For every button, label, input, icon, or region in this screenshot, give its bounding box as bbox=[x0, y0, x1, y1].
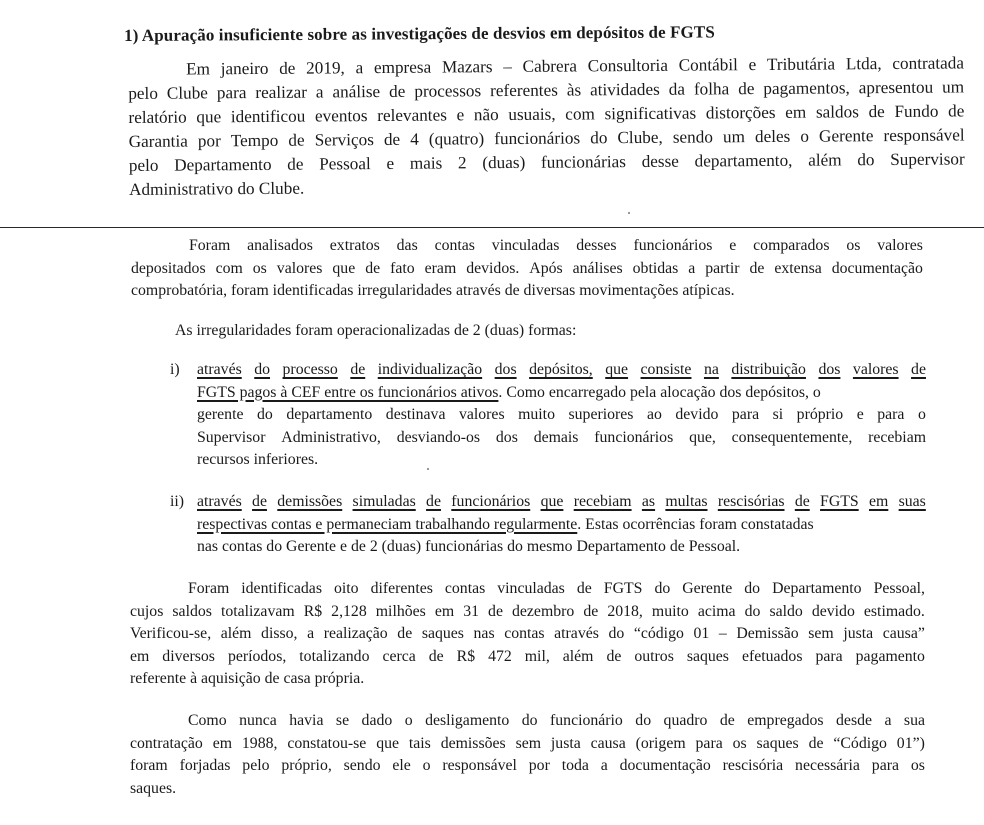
text-line: pelo Departamento de Pessoal e mais 2 (duas) funcionárias desse departamento, além do Supervisor bbox=[128, 149, 965, 175]
underlined-line: através do processo de individualização dos depósitos, que consiste na distribuição dos valores de bbox=[197, 361, 926, 378]
text-line: cujos saldos totalizavam R$ 2,128 milhões em 31 de dezembro de 2018, muito acima do saldo devido estimado. bbox=[130, 602, 925, 620]
text-line: nas contas do Gerente e de 2 (duas) funcionárias do mesmo Departamento de Pessoal. bbox=[197, 538, 741, 556]
list-marker: ii) bbox=[170, 493, 185, 510]
text-line: contratação em 1988, constatou-se que tais demissões sem justa causa (origem para os saques de “Código 01”) bbox=[130, 734, 925, 752]
text-line: depositados com os valores que de fato eram devidos. Após análises obtidas a partir de extensa documentação bbox=[131, 259, 923, 277]
text-line: relatório que identificou eventos relevantes e não usuais, com significativas distorções em saldos de Fundo de bbox=[128, 101, 965, 127]
text-line: referente à aquisição de casa própria. bbox=[130, 670, 365, 688]
list-item bbox=[170, 359, 926, 472]
text-line: saques. bbox=[130, 779, 177, 797]
text-line: em diversos períodos, totalizando cerca de R$ 472 mil, além de outros saques efetuados para pagamento bbox=[130, 647, 925, 665]
scan-speck bbox=[427, 468, 429, 470]
list-marker: i) bbox=[170, 361, 180, 378]
conclusion-paragraph bbox=[130, 710, 925, 800]
underlined-phrase: FGTS pagos à CEF entre os funcionários ativos bbox=[197, 383, 499, 401]
text-line: comprobatória, foram identificadas irregularidades através de diversas movimentações atípicas. bbox=[131, 282, 735, 300]
page-divider bbox=[0, 227, 984, 228]
text-line bbox=[197, 514, 926, 537]
text-line: Supervisor Administrativo, desviando-os dos demais funcionários que, consequentemente, recebiam bbox=[197, 428, 926, 446]
text-fragment: . Como encarregado pela alocação dos depósitos, o bbox=[498, 383, 821, 401]
text-line: gerente do departamento destinava valores muito superiores ao devido para si próprio e para o bbox=[197, 406, 926, 424]
text-line: Como nunca havia se dado o desligamento do funcionário do quadro de empregados desde a sua bbox=[188, 712, 925, 729]
text-line: recursos inferiores. bbox=[197, 451, 319, 469]
accounts-paragraph bbox=[130, 578, 925, 691]
text-line: As irregularidades foram operacionalizadas de 2 (duas) formas: bbox=[175, 322, 577, 339]
irregularities-intro bbox=[175, 320, 965, 343]
text-fragment: . Estas ocorrências foram constatadas bbox=[577, 515, 814, 533]
text-line: Foram analisados extratos das contas vinculadas desses funcionários e comparados os valores bbox=[189, 237, 923, 254]
list-item bbox=[170, 491, 926, 559]
text-line: Foram identificadas oito diferentes contas vinculadas de FGTS do Gerente do Departamento Pessoal, bbox=[188, 580, 925, 597]
intro-paragraph bbox=[128, 51, 965, 202]
text-line bbox=[197, 382, 926, 405]
text-line: Garantia por Tempo de Serviços de 4 (quatro) funcionários do Clube, sendo um deles o Gerente responsável bbox=[128, 125, 965, 151]
scan-speck bbox=[628, 212, 630, 214]
underlined-phrase: respectivas contas e permaneciam trabalhando regularmente bbox=[197, 515, 578, 533]
underlined-line: através de demissões simuladas de funcionários que recebiam as multas rescisórias de FGTS em suas bbox=[197, 493, 926, 510]
analysis-paragraph bbox=[131, 235, 923, 303]
text-line: Administrativo do Clube. bbox=[128, 178, 305, 199]
text-line: pelo Clube para realizar a análise de processos referentes às atividades da folha de pagamentos, apresentou um bbox=[128, 77, 965, 103]
text-line: Verificou-se, além disso, a realização de saques nas contas através do “código 01 – Demissão sem justa causa” bbox=[130, 625, 925, 643]
text-line: Em janeiro de 2019, a empresa Mazars – Cabrera Consultoria Contábil e Tributária Ltda, contratada bbox=[186, 53, 964, 79]
section-heading: 1) Apuração insuficiente sobre as investigações de desvios em depósitos de FGTS bbox=[124, 22, 715, 45]
text-line: foram forjadas pelo próprio, sendo ele o responsável por toda a documentação rescisória necessária para os bbox=[130, 757, 925, 775]
